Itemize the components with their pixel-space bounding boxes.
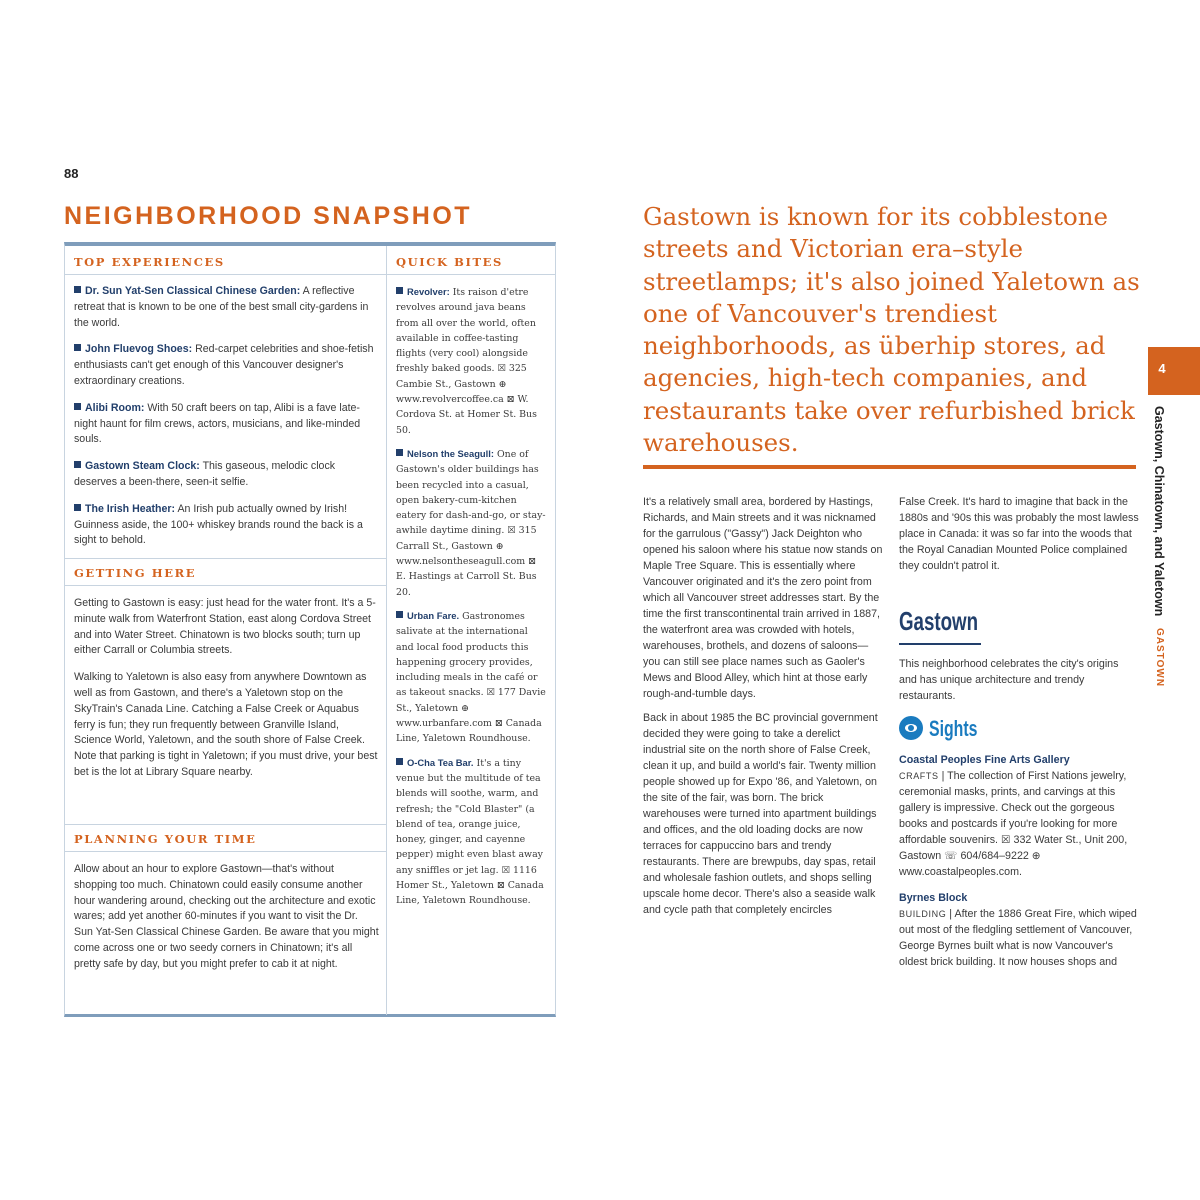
paragraph: Allow about an hour to explore Gastown—that's without shopping too much. Chinatown could easily consume another hour wandering around, checking out the architecture and exotic wares; add yet another 60-minutes if you want to visit the Dr. Sun Yat-Sen Classical Chinese Garden. Be aware that you might come across one or two seedy corners in Chinatown; it's all pretty safe by day, but you might prefer to cab it at night. <box>74 863 379 970</box>
gastown-intro <box>899 656 1139 712</box>
paragraph: Getting to Gastown is easy: just head for the water front. It's a 5-minute walk from Waterfront Station, east along Cordova Street and into Water Street. Chinatown is two blocks south; turn up either Carrall or Columbia streets. <box>74 597 376 657</box>
list-item: O-Cha Tea Bar. It's a tiny venue but the multitude of tea blends will soothe, warm, and refresh; the "Cold Blaster" (a blend of tea, orange juice, honey, ginger, and cayenne pepper) might even blast away any sniffles or jet lag. ☒ 1116 Homer St., Yaletown ⊠ Canada Line, Yaletown Roundhouse. <box>396 756 544 907</box>
list-item: The Irish Heather: An Irish pub actually owned by Irish! Guinness aside, the 100+ whiskey brands round the back is a sight to behold. <box>74 502 363 547</box>
divider <box>65 585 386 586</box>
paragraph: It's a relatively small area, bordered by Hastings, Richards, and Main streets and it was nicknamed for the garrulous ("Gassy") Jack Deighton who opened his saloon where his statue now stands on Maple Tree Square. This is essentially where Vancouver originated and it's the zero point from which all Vancouver street addresses start. By the time the first transcontinental train arrived in 1887, the waterfront area was crowded with hotels, warehouses, brothels, and dozens of saloons—you can still see place names such as Gaoler's Mews and Blood Alley, which hint at those early rough-and-tumble days. <box>643 496 883 700</box>
paragraph: This neighborhood celebrates the city's origins and has unique architecture and trendy restaurants. <box>899 658 1119 702</box>
sights-list <box>899 752 1139 978</box>
body-column-1 <box>643 494 883 926</box>
bullet-icon <box>74 286 81 293</box>
list-item: Coastal Peoples Fine Arts Gallery CRAFTS | The collection of First Nations jewelry, ceremonial masks, prints, and carvings at this gallery is impressive. Check out the gorgeous books and postcards if you're looking for more affordable souvenirs. ☒ 332 Water St., Unit 200, Gastown ☏ 604/684–9222 ⊕ www.coastalpeoples.com. <box>899 754 1128 878</box>
list-item: Urban Fare. Gastronomes salivate at the international and local food products this happening grocery provides, including meals in the café or as takeout snacks. ☒ 177 Davie St., Yaletown ⊕ www.urbanfare.com ⊠ Canada Line, Yaletown Roundhouse. <box>396 609 546 745</box>
paragraph: Back in about 1985 the BC provincial government decided they were going to take a derelict industrial site on the north shore of False Creek, clean it up, and build a world's fair. Twenty million people showed up for Expo '86, and Yaletown, on the site of the fair, was born. The brick warehouses were turned into apartment buildings and offices, and the old loading docks are now terraces for cappuccino bars and trendy restaurants. There are brewpubs, day spas, retail and wholesale fashion outlets, and shops selling upscale home decor. There's also a seaside walk and cycle path that completely encircles <box>643 712 878 916</box>
eye-icon <box>899 716 923 740</box>
top-experiences-list <box>74 284 379 560</box>
list-item: Gastown Steam Clock: This gaseous, melodic clock deserves a been-there, seen-it selfie. <box>74 460 336 488</box>
pull-quote: Gastown is known for its cobblestone streets and Victorian era–style streetlamps; it's also joined Yaletown as one of Vancouver's trendiest neighborhoods, as überhip stores, ad agencies, high-tech companies, and restaurants take over refurbished brick warehouses. <box>643 202 1140 458</box>
gastown-heading-rule <box>899 643 981 645</box>
list-item: Alibi Room: With 50 craft beers on tap, Alibi is a fave late-night haunt for film crews, actors, musicians, and like-minded souls. <box>74 401 361 446</box>
divider <box>65 851 386 852</box>
bullet-icon <box>396 449 403 456</box>
bullet-icon <box>396 758 403 765</box>
divider <box>65 824 386 825</box>
paragraph: Walking to Yaletown is also easy from anywhere Downtown as well as from Gastown, and there's a Yaletown stop on the SkyTrain's Canada Line. Catching a False Creek or Aquabus ferry is fun; they run frequently between Granville Island, Science World, Yaletown, and the south shore of False Creek. Note that parking is tight in Yaletown; if you must drive, your best bet is the lot at Library Square nearby. <box>74 671 378 778</box>
list-item: John Fluevog Shoes: Red-carpet celebrities and shoe-fetish enthusiasts can't get enough of this Vancouver designer's extraordinary creations. <box>74 343 374 387</box>
planning-text <box>74 862 379 984</box>
chapter-title: Gastown, Chinatown, and Yaletown <box>1152 406 1166 617</box>
gastown-heading: Gastown <box>899 606 979 636</box>
top-experiences-heading: TOP EXPERIENCES <box>74 255 225 269</box>
bullet-icon <box>74 504 81 511</box>
divider <box>65 558 386 559</box>
page-number: 88 <box>64 166 79 181</box>
bullet-icon <box>74 403 81 410</box>
getting-here-heading: GETTING HERE <box>74 566 197 580</box>
paragraph: False Creek. It's hard to imagine that back in the 1880s and '90s this was probably the most lawless place in Canada: it was so far into the woods that the Royal Canadian Mounted Police complained they couldn't patrol it. <box>899 496 1139 572</box>
sight-name: Byrnes Block <box>899 892 968 904</box>
snapshot-column-divider <box>386 246 387 1015</box>
bullet-icon <box>74 344 81 351</box>
section-title: GASTOWN <box>1154 627 1165 687</box>
snapshot-title: NEIGHBORHOOD SNAPSHOT <box>64 202 473 230</box>
sight-category: BUILDING <box>899 909 947 919</box>
planning-heading: PLANNING YOUR TIME <box>74 832 257 846</box>
bullet-icon <box>396 287 403 294</box>
pull-quote-rule <box>643 465 1136 469</box>
sight-category: CRAFTS <box>899 771 939 781</box>
quick-bites-heading: QUICK BITES <box>396 255 503 269</box>
bullet-icon <box>74 461 81 468</box>
chapter-running-head <box>1152 406 1166 687</box>
body-column-2-intro <box>899 494 1139 582</box>
list-item: Revolver: Its raison d'etre revolves around java beans from all over the world, often available in coffee-tasting flights (very cool) alongside freshly baked goods. ☒ 325 Cambie St., Gastown ⊕ www.revolvercoffee.ca ⊠ W. Cordova St. at Homer St. Bus 50. <box>396 286 537 436</box>
bullet-icon <box>396 611 403 618</box>
sight-name: Coastal Peoples Fine Arts Gallery <box>899 754 1070 766</box>
divider <box>65 274 386 275</box>
list-item: Byrnes Block BUILDING | After the 1886 Great Fire, which wiped out most of the fledgling settlement of Vancouver, George Byrnes built what is now Vancouver's oldest brick building. It now houses shops and <box>899 892 1137 968</box>
sights-heading: Sights <box>929 716 978 741</box>
divider <box>387 274 555 275</box>
quick-bites-list <box>396 284 548 917</box>
list-item: Dr. Sun Yat-Sen Classical Chinese Garden: A reflective retreat that is known to be one of the best small city-gardens in the world. <box>74 285 369 329</box>
chapter-number: 4 <box>1158 361 1166 376</box>
chapter-tab <box>1148 347 1200 395</box>
list-item: Nelson the Seagull: One of Gastown's older buildings has been recycled into a casual, open bakery-cum-kitchen eatery for dash-and-go, or stay-awhile daytime dining. ☒ 315 Carrall St., Gastown ⊕ www.nelsontheseagull.com ⊠ E. Hastings at Carroll St. Bus 20. <box>396 447 546 598</box>
getting-here-text <box>74 596 379 792</box>
